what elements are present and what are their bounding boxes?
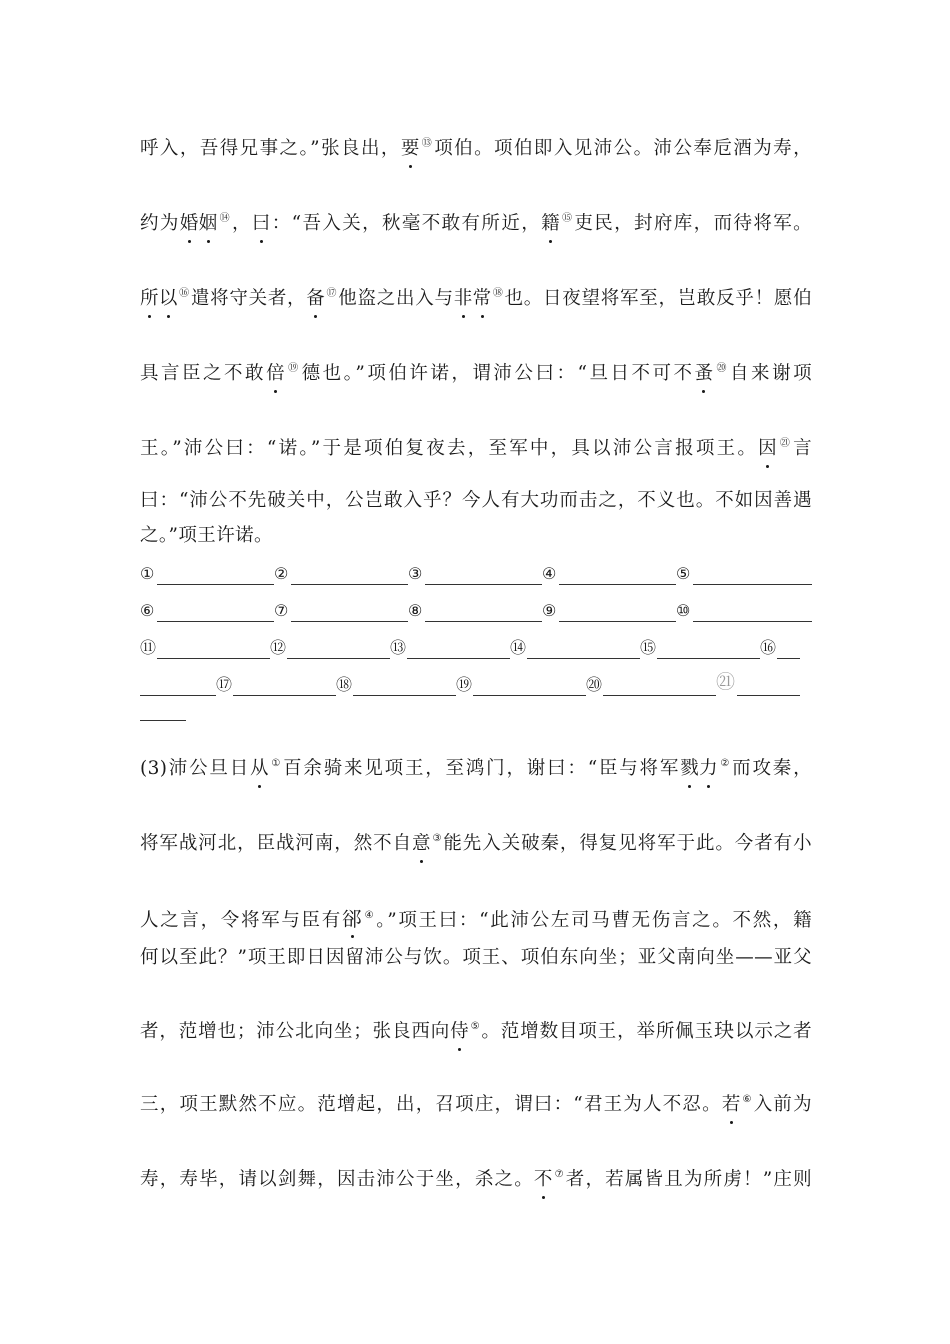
answer-number: ⑲ — [456, 675, 473, 694]
text-line — [140, 436, 812, 462]
dotted-keyword: 力 — [699, 756, 718, 782]
dotted-keyword: 要 — [401, 136, 420, 162]
answer-blank[interactable] — [291, 562, 408, 585]
answer-number: ⑳ — [586, 675, 603, 694]
text-run: 者，范增也；沛公北向坐；张良西向 — [140, 1021, 451, 1042]
text-run: 自来谢项 — [730, 363, 812, 384]
text-run: 王。”沛公曰：“诺。”于是项伯复夜去，至军中，具以沛公言报项王。 — [140, 438, 759, 459]
answer-blank[interactable] — [527, 636, 640, 659]
answer-blank[interactable] — [291, 599, 408, 622]
answer-blank[interactable] — [559, 562, 676, 585]
answer-number: ⑩ — [676, 601, 691, 620]
dotted-keyword: 不 — [534, 1167, 553, 1193]
answer-number: ⑧ — [408, 601, 423, 620]
text-run: 将军战河北，臣战河南，然不自 — [140, 833, 413, 854]
dotted-keyword: 常 — [473, 286, 492, 312]
text-line — [140, 1017, 812, 1045]
text-run: ：“吾入关，秋毫不敢有所近， — [270, 213, 542, 234]
annotation-marker: ⑲ — [285, 363, 301, 374]
text-run: 德也。”项伯许诺，谓沛公曰：“旦日不可不 — [301, 363, 695, 384]
answer-number: ④ — [542, 564, 557, 583]
text-run: 遣将守关者， — [190, 288, 307, 309]
answer-row — [140, 636, 812, 660]
dotted-keyword: 非 — [454, 286, 473, 312]
answer-number: ⑭ — [510, 638, 527, 657]
annotation-marker: ① — [269, 758, 283, 769]
text-run: 三，项王默然不应。范增起，出，召项庄，谓曰：“君王为人不忍。 — [140, 1094, 722, 1115]
text-run: 他盗之出入与 — [338, 288, 454, 309]
text-line — [140, 136, 812, 162]
answer-blank[interactable] — [693, 599, 812, 622]
dotted-keyword: 从 — [250, 756, 269, 782]
dotted-keyword: 籍 — [541, 211, 560, 237]
text-run: 以示之者 — [734, 1021, 812, 1042]
text-run: 曰：“沛公不先破关中，公岂敢入乎？今人有大功而击之，不义也。不如因善遇 — [140, 490, 812, 511]
text-line — [140, 488, 812, 514]
text-run: (3)沛公旦日 — [140, 758, 251, 779]
dotted-keyword: 姻 — [199, 211, 218, 237]
dotted-keyword: 侍 — [450, 1019, 469, 1045]
text-run: 百余骑来见项王，至鸿门，谢曰：“臣与将军 — [283, 758, 681, 779]
text-line — [140, 286, 812, 312]
annotation-marker: ⑦ — [553, 1169, 565, 1180]
answer-number: ⑰ — [216, 675, 233, 694]
annotation-marker: ⑰ — [326, 288, 338, 299]
text-line — [140, 1092, 812, 1118]
text-line — [140, 523, 812, 549]
text-line — [140, 211, 812, 237]
dotted-keyword: 婚 — [180, 211, 199, 237]
text-line — [140, 1167, 812, 1193]
answer-blank[interactable] — [157, 562, 274, 585]
answer-number: ⑯ — [760, 638, 777, 657]
answer-number: ⑦ — [274, 601, 289, 620]
annotation-marker: ⑬ — [420, 138, 434, 149]
text-run: 何以至此？”项王即日因留沛公与饮。项王、项伯东向坐；亚父南向坐——亚父 — [140, 947, 812, 968]
annotation-marker: ⑮ — [561, 213, 574, 224]
annotation-marker: ⑱ — [492, 288, 504, 299]
answer-number: ⑪ — [140, 638, 157, 657]
annotation-marker: ② — [718, 758, 732, 769]
dotted-keyword: 以 — [159, 286, 178, 312]
answer-blank[interactable] — [473, 673, 586, 696]
text-run: 吏民，封府库，而待将军。 — [574, 213, 812, 234]
answer-blank[interactable] — [140, 719, 186, 721]
answer-number: ⑬ — [390, 638, 407, 657]
dotted-keyword: 倍 — [266, 361, 285, 387]
answer-blank[interactable] — [559, 599, 676, 622]
text-line — [140, 906, 812, 934]
text-run: 也。日夜望将军至，岂敢反乎！愿伯 — [504, 288, 812, 309]
answer-number: ⑱ — [336, 675, 353, 694]
text-run: 言 — [793, 438, 812, 459]
answer-row — [140, 562, 812, 586]
text-run: 人之言，令将军与臣有 — [140, 910, 342, 931]
dotted-keyword: 曰 — [252, 211, 271, 237]
text-run: 具言臣之不敢 — [140, 363, 267, 384]
answer-row — [140, 599, 812, 623]
annotation-marker: ⑯ — [178, 288, 190, 299]
text-run: 寿，寿毕，请以剑舞，因击沛公于坐，杀之。 — [140, 1169, 534, 1190]
answer-number: ③ — [408, 564, 423, 583]
annotation-marker: ⑤ — [470, 1021, 481, 1032]
answer-blank[interactable] — [353, 673, 456, 696]
text-line — [140, 756, 812, 782]
text-run: 之。”项王许诺。 — [140, 525, 273, 546]
answer-number: ⑫ — [270, 638, 287, 657]
text-line — [140, 361, 812, 387]
emphasized-character: 玦 — [714, 1018, 735, 1042]
answer-blank[interactable] — [233, 673, 336, 696]
answer-blank[interactable] — [657, 636, 760, 659]
dotted-keyword: 若 — [722, 1092, 741, 1118]
answer-number: ⑮ — [640, 638, 657, 657]
dotted-keyword: 所 — [140, 286, 159, 312]
dotted-keyword: 戮 — [680, 756, 699, 782]
text-run: 。范增数目项王，举所佩玉 — [481, 1021, 715, 1042]
answer-number: ⑨ — [542, 601, 557, 620]
answer-blank[interactable] — [693, 562, 812, 585]
text-run: ， — [231, 213, 252, 234]
annotation-marker: ③ — [431, 833, 443, 844]
answer-blank[interactable] — [140, 673, 216, 696]
answer-number: ⑤ — [676, 564, 691, 583]
dotted-keyword: 意 — [412, 831, 431, 857]
text-line — [140, 945, 812, 971]
text-run: 而攻秦， — [732, 758, 812, 779]
dotted-keyword: 因 — [758, 436, 777, 462]
dotted-keyword: 蚤 — [695, 361, 714, 387]
text-run: 。”项王曰：“此沛公左司马曹无伤言之。不然，籍 — [376, 910, 812, 931]
answer-blank[interactable] — [603, 673, 716, 696]
answer-blank[interactable] — [157, 636, 270, 659]
text-line — [140, 831, 812, 857]
answer-blank[interactable] — [425, 562, 542, 585]
annotation-marker: ④ — [363, 910, 376, 921]
annotation-marker: ⑳ — [714, 363, 730, 374]
text-run: 入前为 — [753, 1094, 812, 1115]
answer-blank[interactable] — [777, 636, 800, 659]
annotation-marker: ㉑ — [778, 438, 793, 449]
answer-blank[interactable] — [287, 636, 390, 659]
answer-blank[interactable] — [407, 636, 510, 659]
answer-number: ② — [274, 564, 289, 583]
text-run: 项伯。项伯即入见沛公。沛公奉卮酒为寿， — [434, 138, 813, 159]
text-run: 约为 — [140, 213, 180, 234]
answer-row — [140, 673, 812, 697]
answer-blank[interactable] — [157, 599, 274, 622]
dotted-keyword: 郤 — [341, 907, 363, 931]
annotation-marker: ⑭ — [218, 213, 231, 224]
answer-number: ㉑ — [716, 671, 736, 693]
text-run: 呼入，吾得兄事之。”张良出， — [140, 138, 401, 159]
answer-number: ⑥ — [140, 601, 155, 620]
dotted-keyword: 备 — [306, 286, 325, 312]
text-run: 者，若属皆且为所虏！”庄则 — [565, 1169, 812, 1190]
text-run: 能先入关破秦，得复见将军于此。今者有小 — [443, 833, 812, 854]
answer-blank[interactable] — [737, 673, 800, 696]
answer-number: ① — [140, 564, 155, 583]
annotation-marker: ⑥ — [741, 1094, 753, 1105]
answer-blank[interactable] — [425, 599, 542, 622]
